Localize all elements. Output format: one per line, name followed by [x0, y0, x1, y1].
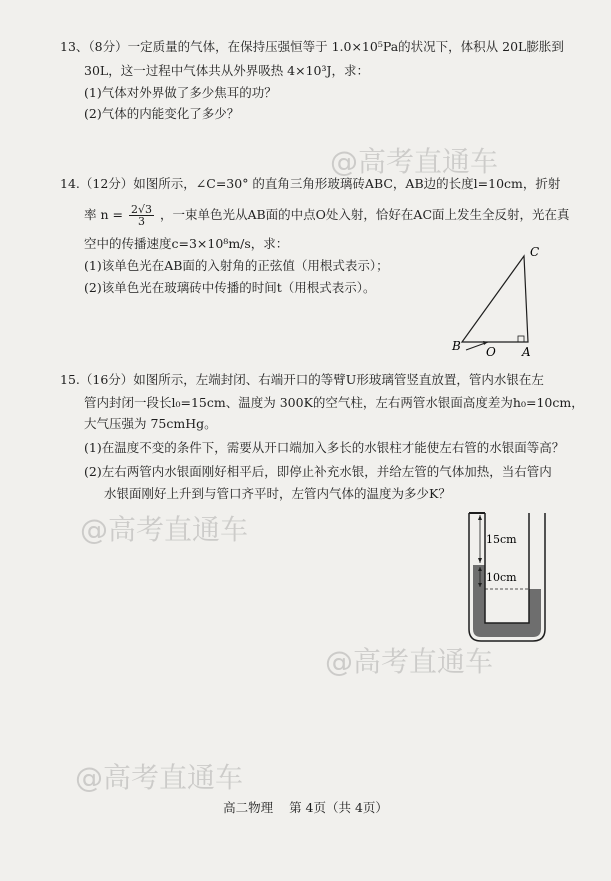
label-15cm: 15cm	[486, 533, 517, 546]
watermark: @高考直通车	[325, 645, 494, 678]
q14-line-2	[84, 198, 570, 232]
q14-line-2-post: ，一束单色光从AB面的中点O处入射，恰好在AC面上发生全反射，光在真	[159, 207, 570, 222]
q14-sub-1: (1)该单色光在AB面的入射角的正弦值（用根式表示）；	[84, 258, 389, 273]
q13-sub-2: (2)气体的内能变化了多少？	[84, 106, 240, 121]
page-footer	[0, 798, 611, 816]
q15-sub-2b: 水银面刚好上升到与管口齐平时，左管内气体的温度为多少K？	[104, 486, 451, 501]
q13-line-1: 13、（8分）一定质量的气体，在保持压强恒等于 1.0×10⁵Pa的状况下，体积从 20L膨胀到	[60, 39, 564, 54]
triangle-abc	[462, 256, 528, 342]
footer-page: 第 4页（共 4页）	[289, 800, 388, 815]
label-10cm: 10cm	[486, 571, 517, 584]
arrow-down-icon	[478, 558, 482, 563]
u-tube-diagram	[455, 505, 555, 650]
watermark: @高考直通车	[330, 145, 499, 178]
refractive-index-fraction	[129, 204, 154, 227]
label-o: O	[486, 345, 496, 359]
watermark: @高考直通车	[80, 513, 249, 546]
q15-sub-1: (1)在温度不变的条件下，需要从开口端加入多长的水银柱才能使左右管的水银面等高？	[84, 440, 565, 455]
label-b: B	[452, 339, 461, 353]
q13-line-2: 30L，这一过程中气体共从外界吸热 4×10³J，求：	[84, 63, 370, 78]
footer-subject: 高二物理	[223, 800, 274, 815]
q15-sub-2a: (2)左右两管内水银面刚好相平后，即停止补充水银，并给左管的气体加热，当右管内	[84, 464, 552, 479]
right-angle-mark	[518, 336, 524, 342]
q14-line-2-pre: 率 n =	[84, 207, 123, 222]
triangle-diagram	[440, 240, 550, 365]
q15-line-3: 大气压强为 75cmHg。	[84, 416, 217, 431]
q15-line-2: 管内封闭一段长l₀=15cm、温度为 300K的空气柱，左右两管水银面高度差为h₀=10cm，	[84, 395, 584, 410]
q14-line-3: 空中的传播速度c=3×10⁸m/s，求：	[84, 236, 289, 251]
label-c: C	[530, 245, 540, 259]
arrow-up-icon	[478, 515, 482, 520]
q13-sub-1: (1)气体对外界做了多少焦耳的功？	[84, 85, 277, 100]
q14-sub-2: (2)该单色光在玻璃砖中传播的时间t（用根式表示）。	[84, 280, 376, 295]
label-a: A	[522, 345, 531, 359]
fraction-numerator: 2√3	[130, 203, 152, 216]
fraction-denominator: 3	[137, 215, 145, 228]
q14-line-1: 14.（12分）如图所示，∠C=30° 的直角三角形玻璃砖ABC，AB边的长度l=10cm，折射	[60, 176, 561, 191]
tube-inner-wall	[485, 513, 529, 623]
q15-line-1: 15.（16分）如图所示，左端封闭、右端开口的等臂U形玻璃管竖直放置，管内水银在左	[60, 372, 544, 387]
watermark: @高考直通车	[75, 761, 244, 794]
